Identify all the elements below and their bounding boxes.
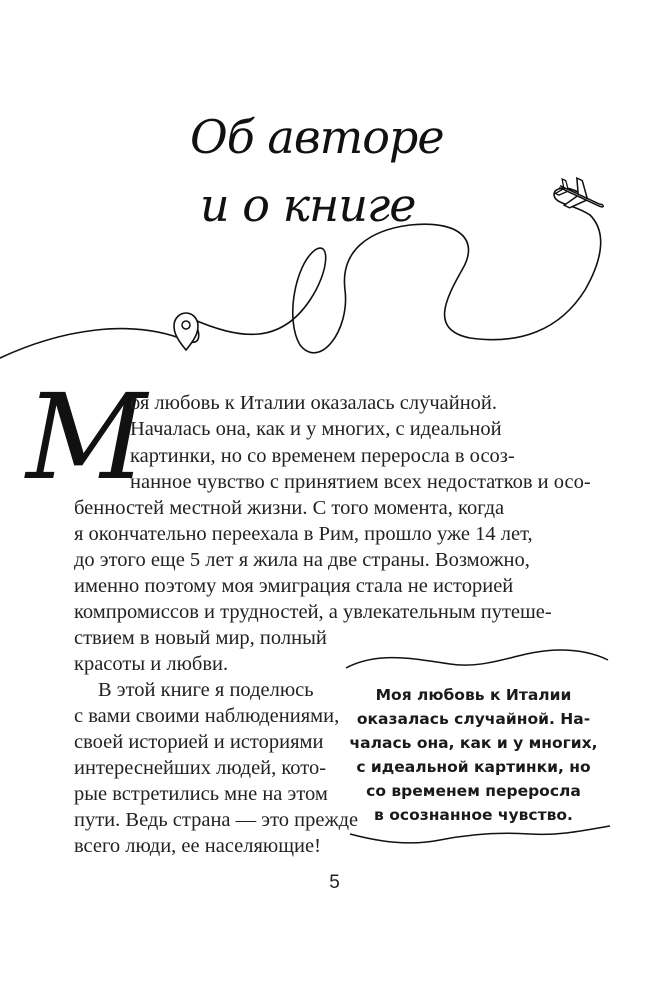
title-line-1: Об авторе xyxy=(190,110,444,164)
body-line: своей историей и историями xyxy=(74,731,324,753)
body-line: именно поэтому моя эмиграция стала не историей xyxy=(74,575,514,597)
body-line: пути. Ведь страна — это прежде xyxy=(74,809,359,831)
page-number: 5 xyxy=(329,872,340,893)
drop-cap: М xyxy=(26,368,147,506)
pullquote-line: со временем переросла xyxy=(366,782,581,800)
body-line: я окончательно переехала в Рим, прошло уже 14 лет, xyxy=(74,523,533,545)
body-line: красоты и любви. xyxy=(74,653,229,675)
pullquote-line: чалась она, как и у многих, xyxy=(349,734,598,752)
body-line: ствием в новый мир, полный xyxy=(74,627,327,649)
pullquote-top-wave xyxy=(346,650,608,668)
body-line: рые встретились мне на этом xyxy=(74,783,328,805)
body-line: с вами своими наблюдениями, xyxy=(74,705,340,727)
body-line: компромиссов и трудностей, а увлекательным путеше- xyxy=(74,601,552,623)
body-line: нанное чувство с принятием всех недостатков и осо- xyxy=(130,471,591,493)
body-line: до этого еще 5 лет я жила на две страны. Возможно, xyxy=(74,549,530,571)
body-line: бенностей местной жизни. С того момента, когда xyxy=(74,497,505,519)
pullquote-bottom-wave xyxy=(350,826,610,843)
pullquote-line: оказалась случайной. На- xyxy=(356,710,591,728)
title-line-2: и о книге xyxy=(200,178,416,232)
body-line: всего люди, ее населяющие! xyxy=(74,835,321,857)
pullquote-line: в осознанное чувство. xyxy=(374,806,573,824)
pullquote-line: с идеальной картинки, но xyxy=(356,758,591,776)
body-line: интереснейших людей, кото- xyxy=(74,757,327,779)
body-line: картинки, но со временем переросла в осоз- xyxy=(130,445,515,467)
body-line: В этой книге я поделюсь xyxy=(98,679,314,701)
body-line: оя любовь к Италии оказалась случайной. xyxy=(130,392,498,414)
body-line: Началась она, как и у многих, с идеальной xyxy=(130,418,502,440)
pullquote-line: Моя любовь к Италии xyxy=(375,686,572,704)
